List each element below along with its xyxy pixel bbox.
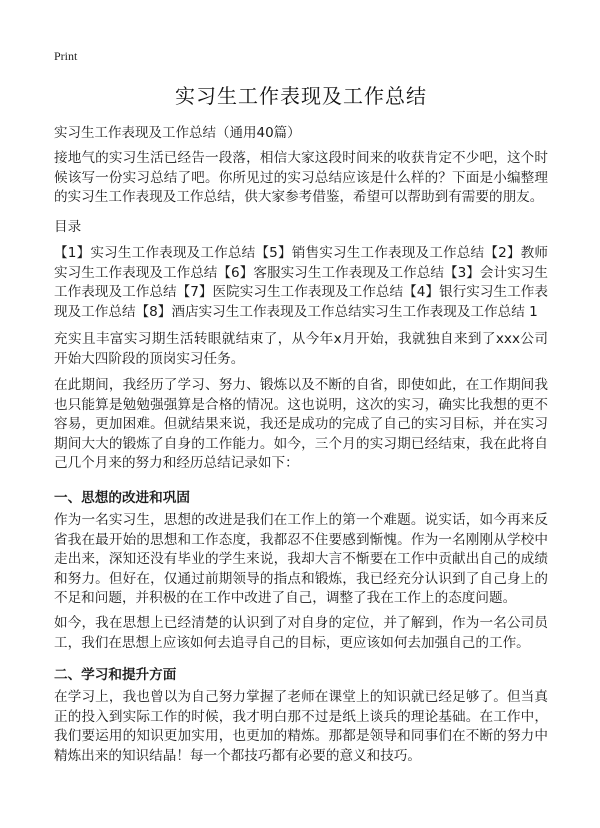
paragraph-2: 在此期间，我经历了学习、努力、锻炼以及不断的自省，即使如此，在工作期间我也只能算是勉勉强强算是合格的情况。这也说明，这次的实习，确实比我想的更不容易，更加困难。但就结果来说，我还是成功的完成了自己的实习目标，并在实习期间大大的锻炼了自身的工作能力。如今，三个月的实习期已经结束，我在此将自己几个月来的努力和经历总结记录如下： [54,377,548,471]
paragraph-3: 作为一名实习生，思想的改进是我们在工作上的第一个难题。说实话，如今再来反省我在最开始的思想和工作态度，我都忍不住要感到惭愧。作为一名刚刚从学校中走出来，深知还没有毕业的学生来说，我却大言不惭要在工作中贡献出自己的成绩和努力。但好在，仅通过前期领导的指点和锻炼，我已经充分认识到了自己身上的不足和问题，并积极的在工作中改进了自己，调整了我在工作上的态度问题。 [54,512,548,606]
paragraph-4: 如今，我在思想上已经清楚的认识到了对自身的定位，并了解到，作为一名公司员工，我们在思想上应该如何去追寻自己的目标，更应该如何去加强自己的工作。 [54,615,548,651]
document-title: 实习生工作表现及工作总结 [175,84,427,108]
paragraph-5: 在学习上，我也曾以为自己努力掌握了老师在课堂上的知识就已经足够了。但当真正的投入到实际工作的时候，我才明白那不过是纸上谈兵的理论基础。在工作中，我们要运用的知识更加实用，也更加的精炼。那都是领导和同事们在不断的努力中精炼出来的知识结晶！每一个都技巧都有必要的意义和技巧。 [54,689,548,764]
toc-heading: 目录 [54,219,82,235]
print-label: Print [54,49,78,63]
section-heading-1: 一、思想的改进和巩固 [54,490,190,506]
document-subtitle: 实习生工作表现及工作总结（通用40篇） [54,125,301,141]
paragraph-1: 充实且丰富实习期生活转眼就结束了，从今年x月开始，我就独自来到了xxx公司开始大四阶段的顶岗实习任务。 [54,331,548,367]
intro-paragraph: 接地气的实习生活已经告一段落，相信大家这段时间来的收获肯定不少吧，这个时候该写一份实习总结了吧。你所见过的实习总结应该是什么样的？下面是小编整理的实习生工作表现及工作总结，供大家参考借鉴，希望可以帮助到有需要的朋友。 [54,150,548,205]
section-heading-2: 二、学习和提升方面 [54,667,177,683]
table-of-contents: 【1】实习生工作表现及工作总结【5】销售实习生工作表现及工作总结【2】教师实习生工作表现及工作总结【6】客服实习生工作表现及工作总结【3】会计实习生工作表现及工作总结【7】医院实习生工作表现及工作总结【4】银行实习生工作表现及工作总结【8】酒店实习生工作表现及工作总结实习生工作表现及工作总结 1 [54,245,548,320]
